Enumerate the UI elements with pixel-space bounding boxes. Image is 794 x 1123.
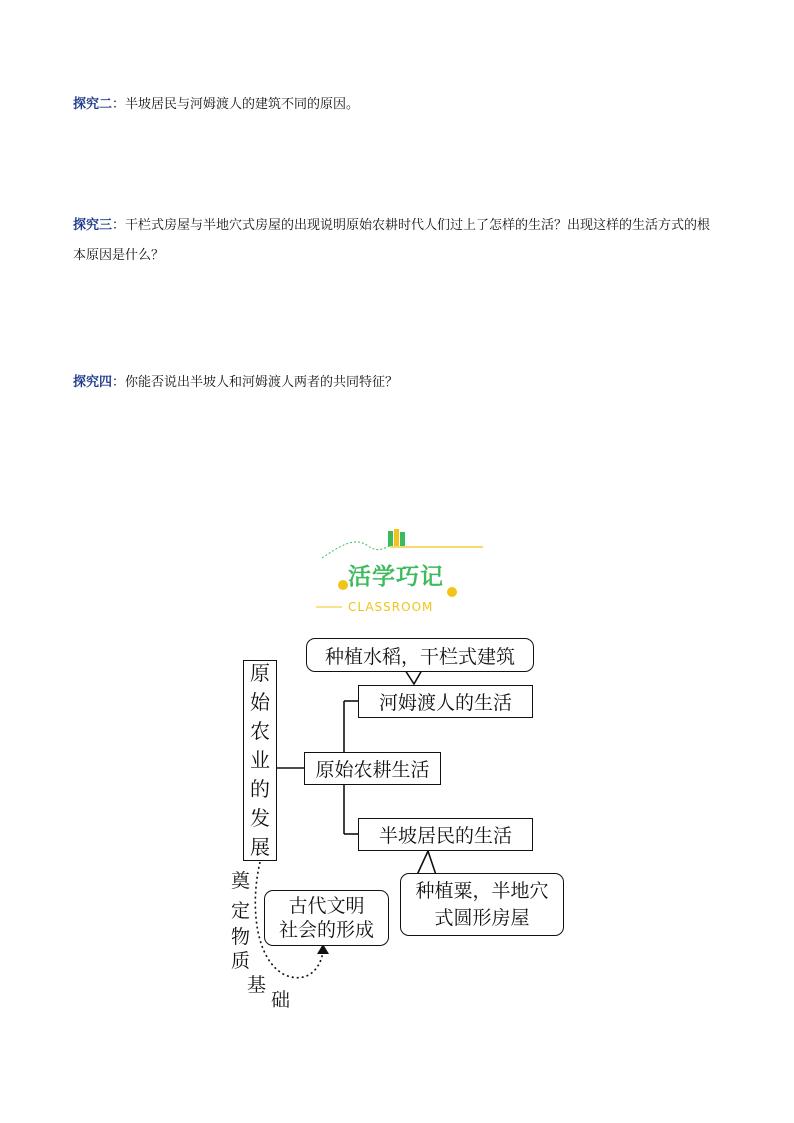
question-4: 探究四：你能否说出半坡人和河姆渡人两者的共同特征？	[73, 375, 399, 390]
root-char: 始	[250, 690, 270, 714]
root-char: 发	[250, 806, 270, 830]
question-text: 干栏式房屋与半地穴式房屋的出现说明原始农耕时代人们过上了怎样的生活？出现这样的生活方式的根本原因是什么？	[73, 218, 711, 263]
question-3: 探究三：干栏式房屋与半地穴式房屋的出现说明原始农耕时代人们过上了怎样的生活？出现这样的生活方式的根本原因是什么？	[73, 218, 711, 263]
question-label: 探究三	[73, 218, 113, 233]
question-text: 半坡居民与河姆渡人的建筑不同的原因。	[125, 97, 360, 112]
basis-char: 础	[271, 989, 291, 1011]
root-char: 业	[250, 748, 270, 772]
result-line: 社会的形成	[278, 919, 374, 941]
callout-hemudu: 种植水稻，干栏式建筑	[306, 638, 534, 672]
callout-banpo-line: 式圆形房屋	[434, 906, 530, 929]
question-label: 探究二	[73, 97, 113, 112]
basis-char: 定	[231, 900, 251, 922]
basis-char: 物	[231, 926, 251, 948]
root-box	[243, 660, 277, 861]
center-box: 原始农耕生活	[304, 752, 441, 785]
branch-banpo: 半坡居民的生活	[358, 818, 533, 851]
basis-char: 基	[247, 974, 267, 996]
badge-title: 活学巧记	[348, 564, 444, 590]
callout-banpo	[400, 873, 564, 936]
result-box	[264, 890, 389, 946]
root-char: 展	[250, 835, 270, 859]
result-line: 古代文明	[288, 895, 365, 917]
basis-char: 质	[231, 950, 251, 972]
root-char: 农	[250, 719, 270, 743]
root-char: 的	[250, 777, 270, 801]
question-2: 探究二：半坡居民与河姆渡人的建筑不同的原因。	[73, 97, 360, 112]
badge-subtitle: CLASSROOM	[348, 600, 434, 614]
callout-banpo-line: 种植粟，半地穴	[415, 879, 549, 902]
root-char: 原	[250, 661, 270, 685]
branch-hemudu: 河姆渡人的生活	[358, 685, 533, 718]
books-icon	[388, 529, 405, 546]
basis-char: 奠	[231, 870, 251, 892]
question-text: 你能否说出半坡人和河姆渡人两者的共同特征？	[125, 375, 399, 390]
question-label: 探究四	[73, 375, 113, 390]
